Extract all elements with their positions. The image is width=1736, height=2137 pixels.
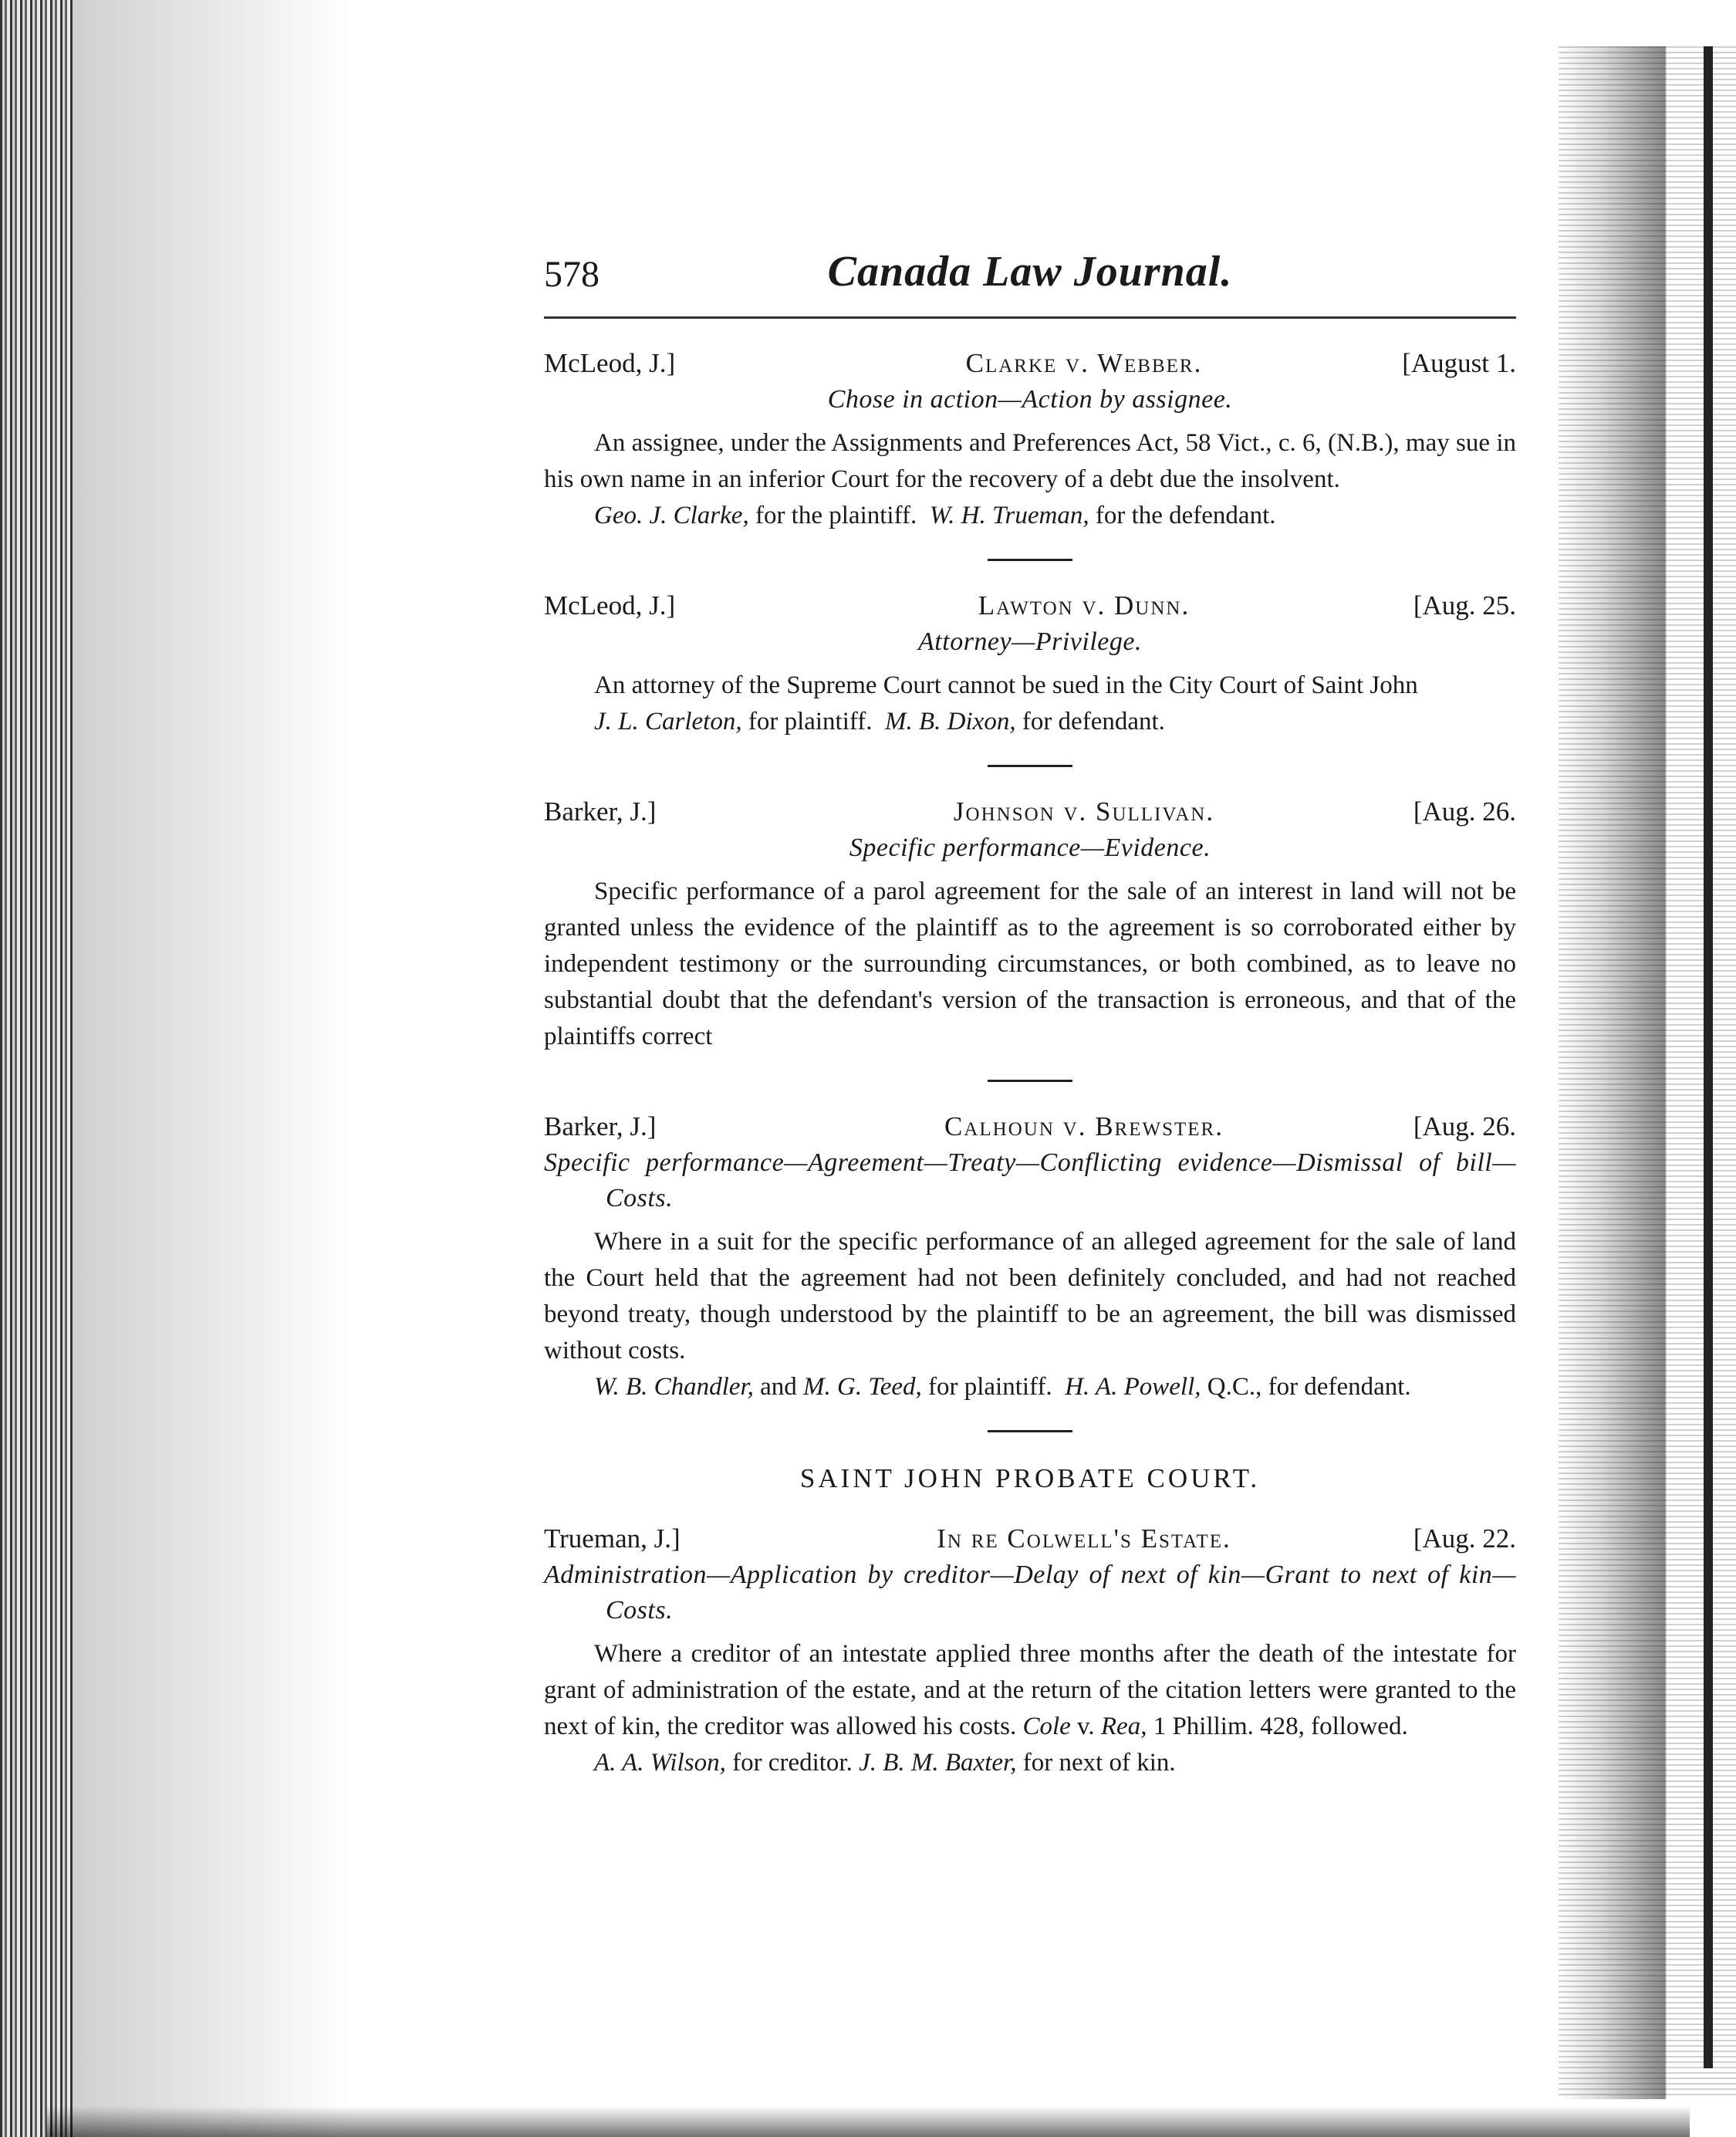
case-judge: Barker, J.] — [544, 796, 657, 827]
case-name: In re Colwell's Estate. — [937, 1523, 1231, 1554]
case-header — [544, 1520, 1516, 1557]
citation-party: Cole — [1022, 1713, 1071, 1740]
body-text: Where a creditor of an intestate applied three months after the death of the intestate for grant of administration of the estate, and at the return of the citation letters were granted to the next of kin, the creditor was allowed his costs. — [544, 1640, 1516, 1740]
counsel-name: J. L. Carleton, — [594, 708, 742, 735]
counsel-role: Q.C., for defendant. — [1201, 1373, 1411, 1401]
counsel-name: J. B. M. Baxter, — [859, 1749, 1017, 1777]
case-judge: McLeod, J.] — [544, 590, 676, 620]
case-body: Specific performance of a parol agreement for the sale of an interest in land will not be granted unless the evidence of the plaintiff as to the agreement is so corroborated either by independent testimony or the surrounding circumstances, or both combined, as to leave no substantial doubt that the defendant's version of the transaction is erroneous, and that of the plaintiffs correct — [544, 877, 1516, 1050]
citation-versus: v. — [1070, 1713, 1101, 1740]
case-date: [August 1. — [1402, 348, 1516, 378]
case-body: An assignee, under the Assignments and Preferences Act, 58 Vict., c. 6, (N.B.), may sue in his own name in an inferior Court for the recovery of a debt due the insolvent. — [544, 429, 1516, 493]
case-date: [Aug. 26. — [1413, 796, 1516, 827]
case-calhoun-v-brewster — [544, 1108, 1516, 1405]
case-headnote: Specific performance—Evidence. — [849, 833, 1211, 862]
case-colwell-estate — [544, 1520, 1516, 1781]
court-heading: SAINT JOHN PROBATE COURT. — [799, 1463, 1261, 1493]
case-counsel — [544, 498, 1516, 534]
case-lawton-v-dunn — [544, 587, 1516, 740]
counsel-name: W. H. Trueman, — [929, 502, 1089, 529]
counsel-name: W. B. Chandler, — [594, 1373, 754, 1401]
page-number: 578 — [544, 254, 599, 295]
case-counsel — [544, 704, 1516, 740]
section-rule — [988, 765, 1072, 767]
case-header — [544, 345, 1516, 382]
counsel-name: Geo. J. Clarke, — [594, 502, 749, 529]
counsel-role: for plaintiff. — [741, 708, 873, 735]
case-body: An attorney of the Supreme Court cannot be sued in the City Court of Saint John — [594, 671, 1418, 699]
counsel-role: for defendant. — [1015, 708, 1165, 735]
case-date: [Aug. 25. — [1413, 590, 1516, 620]
counsel-name: H. A. Powell, — [1065, 1373, 1201, 1401]
section-rule — [988, 559, 1072, 561]
scan-binding-shadow — [73, 0, 351, 2137]
counsel-role: for creditor. — [725, 1749, 860, 1777]
case-body — [544, 1636, 1516, 1745]
scan-bottom-shadow — [46, 2106, 1690, 2137]
case-name: Calhoun v. Brewster. — [944, 1111, 1224, 1141]
running-head — [544, 247, 1516, 319]
case-body: Where in a suit for the specific performance of an alleged agreement for the sale of land the Court held that the agreement had not been definitely concluded, and had not reached beyond treaty, though understood by the plaintiff to be an agreement, the bill was dismissed without costs. — [544, 1228, 1516, 1364]
section-rule — [988, 1430, 1072, 1432]
counsel-role: and — [753, 1373, 804, 1401]
case-name: Lawton v. Dunn. — [978, 590, 1191, 620]
counsel-name: M. G. Teed, — [803, 1373, 922, 1401]
page-text-block — [544, 247, 1516, 1781]
case-judge: Trueman, J.] — [544, 1523, 681, 1554]
case-date: [Aug. 22. — [1413, 1523, 1516, 1554]
counsel-role: for the plaintiff. — [748, 502, 917, 529]
case-judge: McLeod, J.] — [544, 348, 676, 378]
counsel-role: for next of kin. — [1016, 1749, 1176, 1777]
case-headnote: Specific performance—Agreement—Treaty—Conflicting evidence—Dismissal of bill—Costs. — [544, 1148, 1516, 1212]
section-rule — [988, 1080, 1072, 1082]
counsel-name: A. A. Wilson, — [594, 1749, 726, 1777]
journal-title: Canada Law Journal. — [827, 248, 1233, 296]
case-headnote: Attorney—Privilege. — [918, 627, 1142, 656]
case-headnote: Chose in action—Action by assignee. — [827, 385, 1233, 414]
case-headnote: Administration—Application by creditor—Delay of next of kin—Grant to next of kin—Costs. — [544, 1560, 1516, 1625]
case-counsel — [544, 1369, 1516, 1405]
case-header — [544, 1108, 1516, 1145]
case-header — [544, 587, 1516, 624]
case-date: [Aug. 26. — [1413, 1111, 1516, 1141]
case-name: Clarke v. Webber. — [965, 348, 1203, 378]
case-johnson-v-sullivan — [544, 793, 1516, 1055]
case-clarke-v-webber — [544, 345, 1516, 534]
counsel-name: M. B. Dixon, — [885, 708, 1016, 735]
counsel-role: for plaintiff. — [921, 1373, 1059, 1401]
case-header — [544, 793, 1516, 830]
citation-party: Rea, — [1100, 1713, 1147, 1740]
citation-reference: 1 Phillim. 428, followed. — [1147, 1713, 1408, 1740]
counsel-role: for the defendant. — [1089, 502, 1276, 529]
case-name: Johnson v. Sullivan. — [953, 796, 1215, 827]
case-judge: Barker, J.] — [544, 1111, 657, 1141]
scan-binding-edge — [0, 0, 73, 2137]
scan-page-edge-line — [1704, 46, 1713, 2068]
case-counsel — [544, 1745, 1516, 1781]
